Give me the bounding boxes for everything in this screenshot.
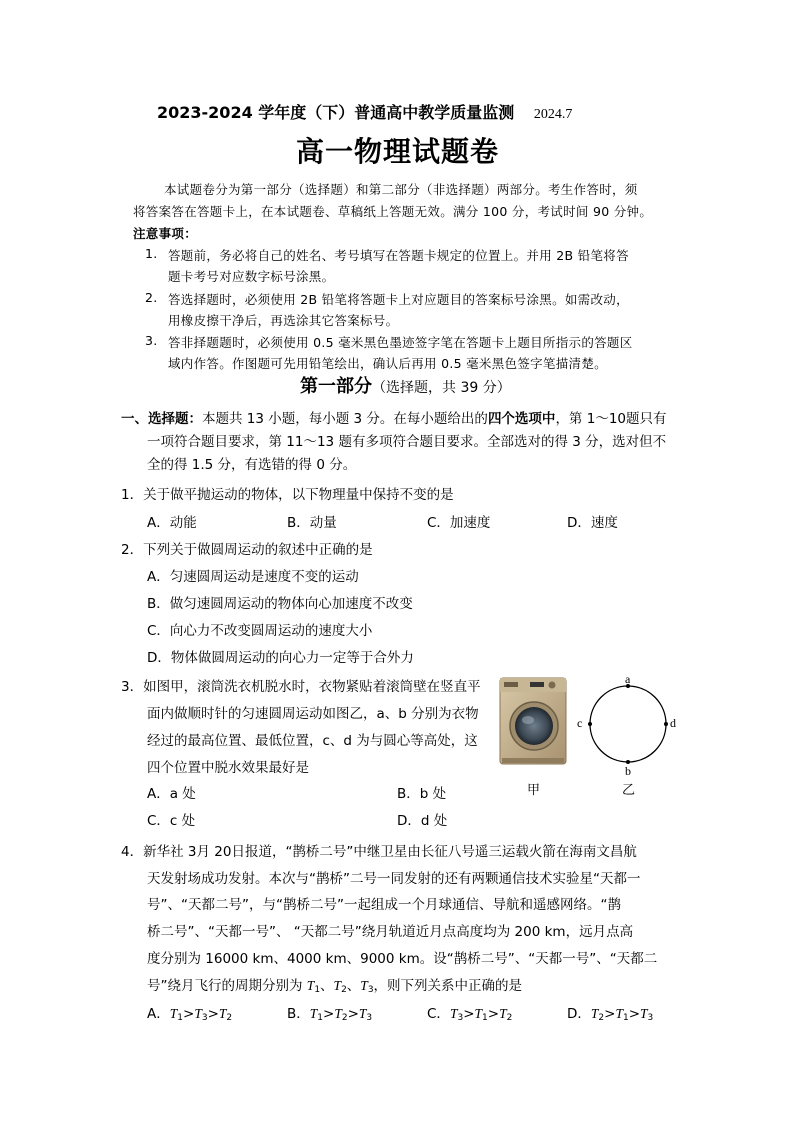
question-2-stem: 2．下列关于做圆周运动的叙述中正确的是 [121, 542, 373, 558]
q4-option-a-label: A． [147, 1006, 170, 1022]
note-1-line-1: 答题前，务必将自己的姓名、考号填写在答题卡规定的位置上。并用 2B 铅笔将答 [168, 248, 629, 263]
q4-option-d [567, 1002, 653, 1023]
section-text-a: 本题共 13 小题，每小题 3 分。在每小题给出的 [202, 411, 488, 427]
exam-date: 2024.7 [533, 107, 573, 122]
q4-option-c-label: C． [427, 1006, 450, 1022]
question-4-line-5: 度分别为 16000 km、4000 km、9000 km。设“鹊桥二号”、“天都一号”、“天都二 [147, 951, 658, 967]
q4-line-6-tail: ，则下列关系中正确的是 [373, 978, 523, 994]
circle-diagram [574, 672, 684, 772]
figure-yi-label: 乙 [622, 783, 636, 798]
q4-option-a [147, 1002, 232, 1023]
section-line-1 [121, 407, 667, 427]
q4-option-b-expr: $T_1>T_2>T_3$ [309, 1006, 373, 1023]
question-4-line-1: 4．新华社 3月 20日报道，“鹊桥二号”中继卫星由长征八号遥三运载火箭在海南文昌航 [121, 844, 637, 860]
section-line-2: 一项符合题目要求，第 11～13 题有多项符合题目要求。全部选对的得 3 分，选对但不 [147, 434, 667, 450]
intro-line-2: 将答案答在答题卡上，在本试题卷、草稿纸上答题无效。满分 100 分，考试时间 90 分钟。 [133, 204, 653, 219]
question-3-line-3: 经过的最高位置、最低位置，c、d 为与圆心等高处，这 [147, 733, 478, 749]
note-3-line-2: 域内作答。作图题可先用铅笔绘出，确认后再用 0.5 毫米黑色签字笔描清楚。 [168, 356, 607, 371]
q1-option-a: A．动能 [147, 515, 197, 531]
point-d-dot [664, 722, 668, 726]
q4-option-d-expr: $T_2>T_1>T_3$ [590, 1006, 654, 1023]
q4-option-b-label: B． [287, 1006, 310, 1022]
point-a-label: a [625, 672, 631, 686]
note-1-number: 1. [145, 246, 158, 261]
note-2-line-1: 答选择题时，必须使用 2B 铅笔将答题卡上对应题目的答案标号涂黑。如需改动， [168, 292, 629, 307]
exam-series-title: 2023-2024 学年度（下）普通高中教学质量监测 [157, 103, 515, 122]
exam-header-line [157, 100, 572, 123]
circle-path [590, 686, 666, 762]
point-c-dot [588, 722, 592, 726]
intro-line-1: 本试题卷分为第一部分（选择题）和第二部分（非选择题）两部分。考生作答时，须 [164, 182, 638, 197]
note-2-number: 2. [145, 290, 158, 305]
q3-option-b: B．b 处 [397, 786, 447, 802]
notes-heading: 注意事项： [133, 226, 198, 241]
q1-option-b: B．动量 [287, 515, 337, 531]
section-line-3: 全的得 1.5 分，有选错的得 0 分。 [147, 457, 357, 473]
washing-machine-figure [498, 676, 570, 768]
note-1-line-2: 题卡考号对应数字标号涂黑。 [168, 269, 335, 284]
q3-option-d: D．d 处 [397, 813, 448, 829]
q2-option-a: A．匀速圆周运动是速度不变的运动 [147, 569, 359, 585]
section-text-c: ，第 1～10题只有 [555, 411, 667, 427]
question-4-line-4: 桥二号”、“天都一号”、 “天都二号”绕月轨道近月点高度均为 200 km，远月点高 [147, 924, 634, 940]
part-heading [300, 372, 511, 398]
q3-option-a: A．a 处 [147, 786, 196, 802]
note-3-line-1: 答非择题题时，必须使用 0.5 毫米黑色墨迹签字笔在答题卡上题目所指示的答题区 [168, 335, 633, 350]
note-2-line-2: 用橡皮擦干净后，再选涂其它答案标号。 [168, 313, 399, 328]
point-b-label: b [625, 764, 631, 778]
point-d-label: d [670, 716, 676, 730]
q4-option-d-label: D． [567, 1006, 591, 1022]
q4-option-b [287, 1002, 372, 1023]
q4-period-symbols: $T_1$、$T_2$、$T_3$ [306, 978, 374, 995]
question-3-line-2: 面内做顺时针的匀速圆周运动如图乙，a、b 分别为衣物 [147, 706, 479, 722]
section-label: 一、选择题： [121, 411, 202, 427]
figure-jia-label: 甲 [527, 783, 541, 798]
q4-line-6-text: 号”绕月飞行的周期分别为 [147, 978, 307, 994]
question-3-line-4: 四个位置中脱水效果最好是 [147, 760, 309, 776]
question-4-line-6 [147, 974, 522, 995]
q1-option-d: D．速度 [567, 515, 618, 531]
q2-option-c: C．向心力不改变圆周运动的速度大小 [147, 623, 373, 639]
circular-motion-diagram [574, 672, 684, 772]
note-3-number: 3. [145, 333, 158, 348]
q2-option-d: D．物体做圆周运动的向心力一定等于合外力 [147, 650, 414, 666]
question-3-line-1: 3．如图甲，滚筒洗衣机脱水时，衣物紧贴着滚筒壁在竖直平 [121, 679, 481, 695]
question-4-line-3: 号”、“天都二号”，与“鹊桥二号”一起组成一个月球通信、导航和遥感网络。“鹊 [147, 897, 621, 913]
q4-option-c [427, 1002, 512, 1023]
question-1-stem: 1．关于做平抛运动的物体，以下物理量中保持不变的是 [121, 487, 454, 503]
point-c-label: c [577, 716, 583, 730]
question-4-line-2: 天发射场成功发射。本次与“鹊桥”二号一同发射的还有两颗通信技术实验星“天都一 [147, 871, 641, 887]
q4-option-c-expr: $T_3>T_1>T_2$ [449, 1006, 513, 1023]
part-subtitle: （选择题，共 39 分） [372, 380, 511, 396]
q4-option-a-expr: $T_1>T_3>T_2$ [169, 1006, 233, 1023]
section-text-emph: 四个选项中 [487, 411, 556, 427]
washing-machine-icon [498, 676, 570, 768]
part-title: 第一部分 [300, 376, 372, 397]
q3-option-c: C．c 处 [147, 813, 196, 829]
page-title: 高一物理试题卷 [296, 135, 500, 168]
q2-option-b: B．做匀速圆周运动的物体向心加速度不改变 [147, 596, 413, 612]
q1-option-c: C．加速度 [427, 515, 491, 531]
